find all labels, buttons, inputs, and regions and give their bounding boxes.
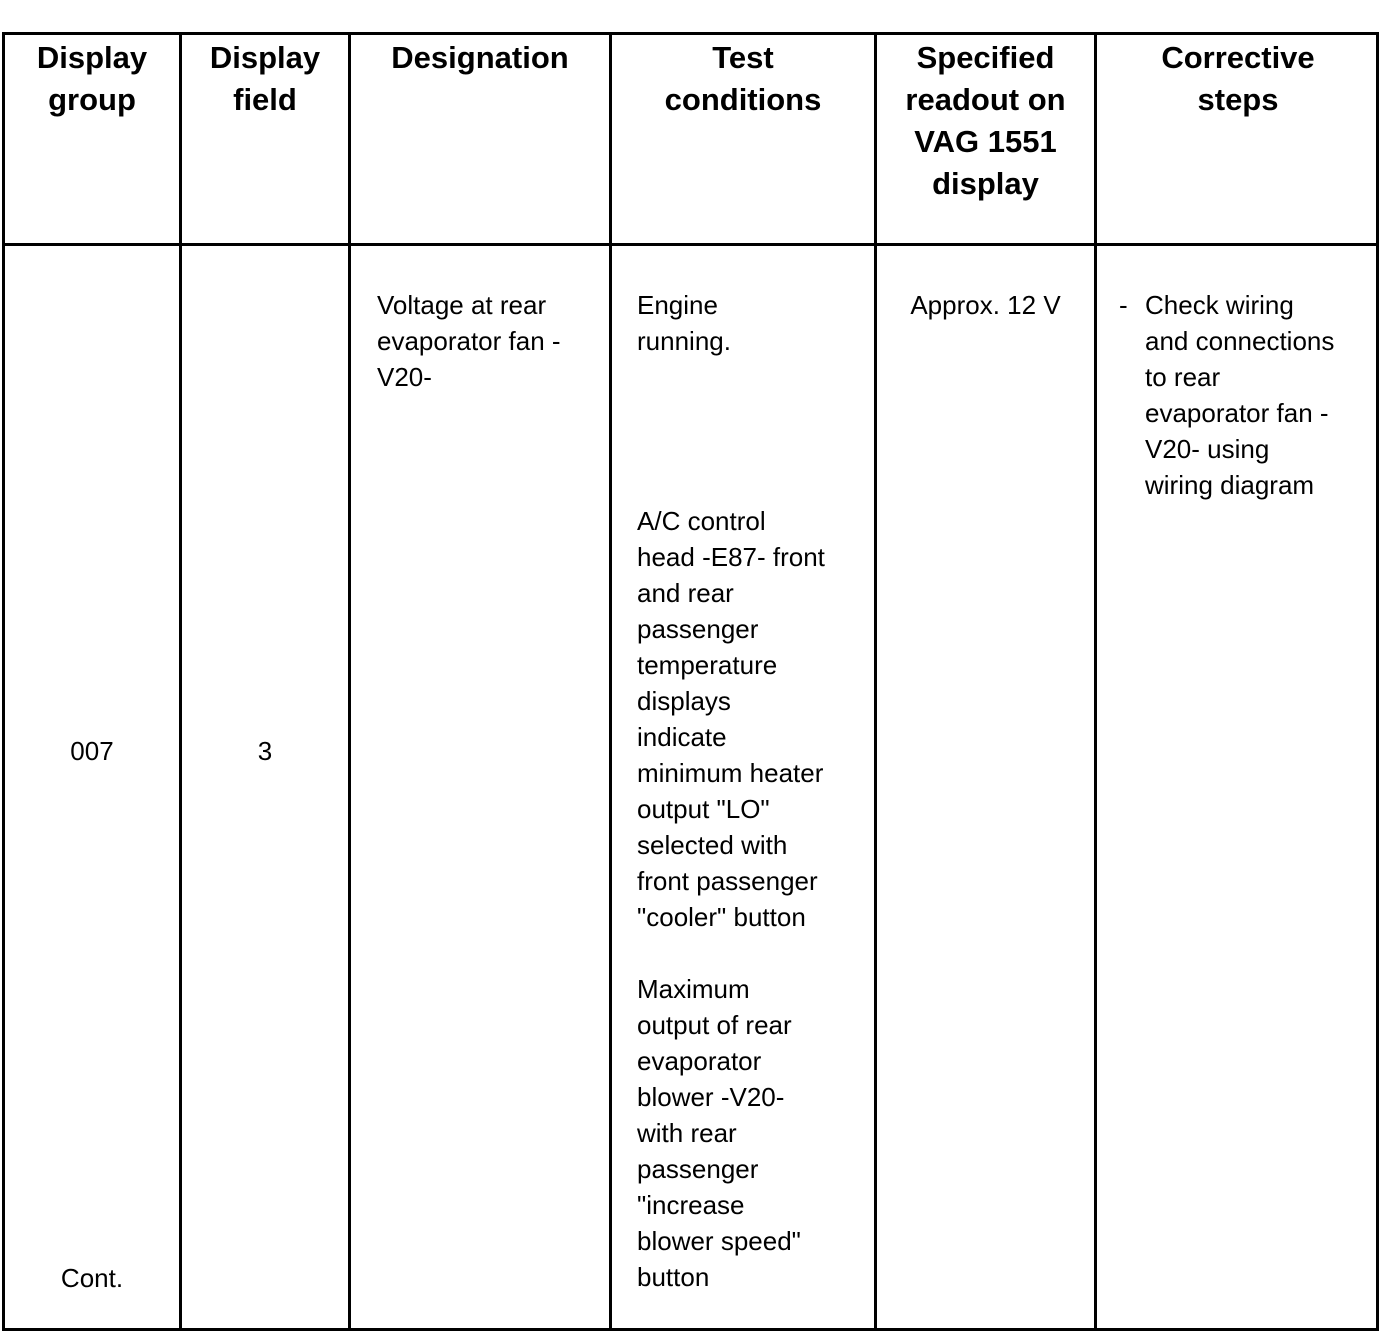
corrective-step-item xyxy=(1119,287,1381,503)
cell-corrective-steps xyxy=(1119,287,1381,503)
cell-continued-label: Cont. xyxy=(60,1263,124,1293)
cell-test-conditions-engine: Engine running. xyxy=(637,290,731,356)
corrective-step-text: Check wiring and connections to rear evaporator fan - V20- using wiring diagram xyxy=(1145,290,1335,500)
column-divider xyxy=(1094,35,1097,1328)
cell-specified-readout: Approx. 12 V xyxy=(910,290,1061,320)
header-divider xyxy=(5,243,1376,246)
cell-test-conditions-control-head: A/C control head -E87- front and rear passenger temperature displays indicate minimum heater output "LO" selected with front passenger "cooler" button xyxy=(637,506,825,932)
cell-designation: Voltage at rear evaporator fan - V20- xyxy=(377,290,561,392)
bullet-dash: - xyxy=(1119,290,1128,320)
column-divider xyxy=(348,35,351,1328)
column-divider xyxy=(874,35,877,1328)
cell-display-field: 3 xyxy=(257,736,273,766)
column-divider xyxy=(609,35,612,1328)
cell-display-group: 007 xyxy=(70,736,114,766)
header-designation: Designation xyxy=(391,40,569,75)
diagnostic-table xyxy=(2,32,1379,1331)
header-display-field: Display field xyxy=(209,40,321,117)
header-test-conditions: Test conditions xyxy=(664,40,822,117)
cell-test-conditions-blower: Maximum output of rear evaporator blower -V20- with rear passenger "increase blower speed" button xyxy=(637,974,801,1292)
header-display-group: Display group xyxy=(36,40,148,117)
column-divider xyxy=(179,35,182,1328)
header-corrective-steps: Corrective steps xyxy=(1161,40,1315,117)
header-specified-readout: Specified readout on VAG 1551 display xyxy=(905,40,1066,201)
